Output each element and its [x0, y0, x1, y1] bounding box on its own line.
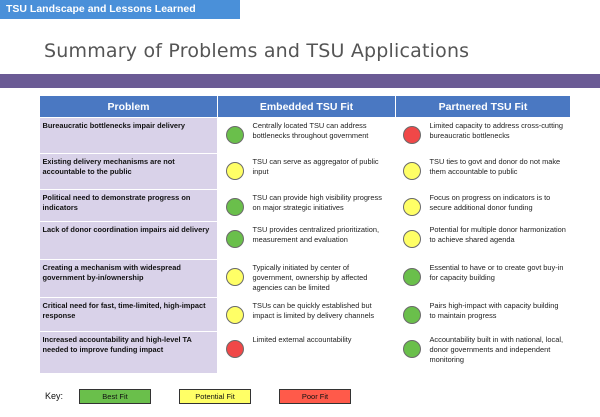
fit-rating-yellow-icon — [403, 230, 421, 248]
embedded-fit-cell — [218, 118, 396, 154]
embedded-fit-cell — [218, 260, 396, 298]
column-header-embedded: Embedded TSU Fit — [218, 96, 396, 118]
embedded-fit-cell — [218, 222, 396, 260]
partnered-fit-text: TSU ties to govt and donor do not make them accountable to public — [429, 157, 561, 176]
embedded-fit-cell — [218, 154, 396, 190]
table-header-row — [40, 96, 571, 118]
fit-rating-yellow-icon — [403, 162, 421, 180]
table-row — [40, 260, 571, 298]
partnered-fit-cell — [396, 190, 571, 222]
table-row — [40, 298, 571, 332]
problem-cell: Increased accountability and high-level TA needed to improve funding impact — [40, 332, 218, 374]
problem-cell: Creating a mechanism with widespread government by-in/ownership — [40, 260, 218, 298]
problem-cell: Bureaucratic bottlenecks impair delivery — [40, 118, 218, 154]
embedded-fit-cell — [218, 190, 396, 222]
fit-rating-green-icon — [226, 198, 244, 216]
partnered-fit-text: Essential to have or to create govt buy-in for capacity building — [429, 263, 564, 282]
problem-cell: Existing delivery mechanisms are not accountable to the public — [40, 154, 218, 190]
partnered-fit-text: Focus on progress on indicators is to secure additional donor funding — [429, 193, 551, 212]
column-header-partnered: Partnered TSU Fit — [396, 96, 571, 118]
fit-rating-yellow-icon — [403, 198, 421, 216]
partnered-fit-text: Pairs high-impact with capacity building to maintain progress — [429, 301, 559, 320]
embedded-fit-text: Typically initiated by center of government, ownership by affected agencies can be limited — [252, 263, 368, 292]
partnered-fit-text: Limited capacity to address cross-cutting bureaucratic bottlenecks — [429, 121, 564, 140]
header-tag: TSU Landscape and Lessons Learned — [0, 0, 240, 19]
embedded-fit-cell — [218, 298, 396, 332]
embedded-fit-cell — [218, 332, 396, 374]
slide-title: Summary of Problems and TSU Applications — [44, 40, 470, 62]
fit-rating-green-icon — [403, 306, 421, 324]
key-label: Key: — [45, 391, 64, 401]
problem-cell: Critical need for fast, time-limited, high-impact response — [40, 298, 218, 332]
table-row — [40, 118, 571, 154]
table-row — [40, 154, 571, 190]
embedded-fit-text: Centrally located TSU can address bottlenecks throughout government — [252, 121, 369, 140]
partnered-fit-cell — [396, 118, 571, 154]
column-header-problem: Problem — [40, 96, 218, 118]
fit-rating-red-icon — [403, 126, 421, 144]
embedded-fit-text: TSUs can be quickly established but impact is limited by delivery channels — [252, 301, 375, 320]
fit-rating-red-icon — [226, 340, 244, 358]
embedded-fit-text: TSU can provide high visibility progress on major strategic initiatives — [252, 193, 382, 212]
embedded-fit-text: TSU provides centralized prioritization, measurement and evaluation — [252, 225, 380, 244]
partnered-fit-cell — [396, 154, 571, 190]
fit-rating-yellow-icon — [226, 162, 244, 180]
fit-rating-green-icon — [226, 230, 244, 248]
table-row — [40, 190, 571, 222]
table-row — [40, 222, 571, 260]
fit-rating-green-icon — [403, 268, 421, 286]
partnered-fit-cell — [396, 222, 571, 260]
fit-rating-yellow-icon — [226, 306, 244, 324]
embedded-fit-text: TSU can serve as aggregator of public input — [252, 157, 379, 176]
fit-rating-green-icon — [403, 340, 421, 358]
problem-cell: Political need to demonstrate progress on indicators — [40, 190, 218, 222]
partnered-fit-cell — [396, 298, 571, 332]
partnered-fit-text: Potential for multiple donor harmonization to achieve shared agenda — [429, 225, 566, 244]
summary-table — [39, 95, 571, 374]
problem-cell: Lack of donor coordination impairs aid delivery — [40, 222, 218, 260]
partnered-fit-text: Accountability built in with national, local, donor governments and independent monitoring — [429, 335, 564, 364]
table-row — [40, 332, 571, 374]
table-body — [40, 118, 571, 374]
partnered-fit-cell — [396, 260, 571, 298]
key-poor-fit: Poor Fit — [279, 389, 351, 404]
partnered-fit-cell — [396, 332, 571, 374]
embedded-fit-text: Limited external accountability — [252, 335, 352, 344]
fit-rating-yellow-icon — [226, 268, 244, 286]
fit-rating-green-icon — [226, 126, 244, 144]
key-potential-fit: Potential Fit — [179, 389, 251, 404]
key-best-fit: Best Fit — [79, 389, 151, 404]
title-divider-bar — [0, 74, 600, 88]
